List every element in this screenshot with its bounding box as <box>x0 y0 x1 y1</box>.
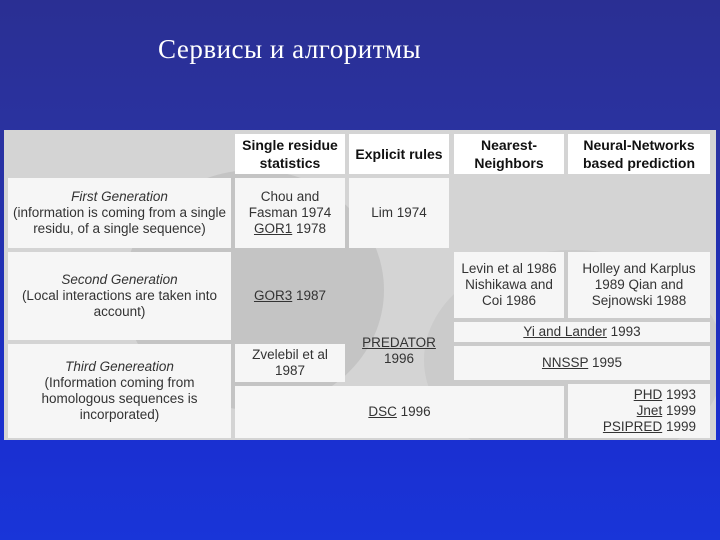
lim-text: Lim 1974 <box>371 205 427 220</box>
comparison-table <box>4 130 716 440</box>
second-generation-title: Second Generation <box>61 272 178 287</box>
first-generation-desc: (information is coming from a single residu, of a single sequence) <box>12 205 227 236</box>
jnet-year: 1999 <box>662 403 696 418</box>
cell-holley <box>568 252 710 318</box>
yi-lander-link[interactable]: Yi and Lander <box>523 324 607 339</box>
row-second-generation <box>8 252 231 340</box>
slide-title: Сервисы и алгоритмы <box>158 34 422 64</box>
gor3-link[interactable]: GOR3 <box>253 288 293 303</box>
header-single-residue <box>235 134 345 174</box>
cell-yi-lander <box>454 322 710 342</box>
header-neural-networks <box>568 134 710 174</box>
holley-text: Holley and Karplus 1989 Qian and Sejnowski 1988 <box>582 261 696 308</box>
cell-gor3 <box>235 252 345 340</box>
third-generation-desc: (Information coming from homologous sequences is incorporated) <box>41 375 198 422</box>
levin-text: Levin et al 1986 Nishikawa and Coi 1986 <box>461 261 557 308</box>
cell-lim <box>349 178 449 248</box>
zvelebil-text: Zvelebil et al 1987 <box>252 347 328 378</box>
cell-predator <box>349 322 449 380</box>
jnet-link[interactable]: Jnet <box>636 403 663 418</box>
dsc-year: 1996 <box>396 404 431 419</box>
gor1-year: 1978 <box>292 221 327 236</box>
header-explicit-label: Explicit rules <box>355 146 443 162</box>
nnssp-year: 1995 <box>588 355 623 370</box>
cell-levin <box>454 252 564 318</box>
row-first-generation <box>8 178 231 248</box>
yi-lander-year: 1993 <box>606 324 641 339</box>
cell-phd-jnet-psipred <box>568 384 710 438</box>
psipred-year: 1999 <box>662 419 696 434</box>
predator-link[interactable]: PREDATOR <box>362 335 436 350</box>
gor3-year: 1987 <box>292 288 327 303</box>
row-third-generation <box>8 344 231 438</box>
cell-chou-fasman <box>235 178 345 248</box>
first-generation-title: First Generation <box>71 189 168 204</box>
third-generation-title: Third Genereation <box>65 359 174 374</box>
header-explicit-rules <box>349 134 449 174</box>
cell-nnssp <box>454 346 710 380</box>
header-nearest-label: Nearest-Neighbors <box>474 137 544 171</box>
phd-link[interactable]: PHD <box>633 387 663 402</box>
psipred-link[interactable]: PSIPRED <box>602 419 663 434</box>
gor1-link[interactable]: GOR1 <box>253 221 293 236</box>
phd-year: 1993 <box>662 387 696 402</box>
cell-zvelebil <box>235 344 345 382</box>
predator-year: 1996 <box>383 351 415 366</box>
cell-dsc <box>235 386 564 438</box>
header-nearest-neighbors <box>454 134 564 174</box>
header-neural-label: Neural-Networks based prediction <box>582 137 696 171</box>
second-generation-desc: (Local interactions are taken into account) <box>21 288 218 319</box>
header-single-label: Single residue statistics <box>242 137 338 171</box>
dsc-link[interactable]: DSC <box>368 404 397 419</box>
nnssp-link[interactable]: NNSSP <box>541 355 589 370</box>
chou-fasman-text: Chou and Fasman 1974 <box>248 189 332 220</box>
